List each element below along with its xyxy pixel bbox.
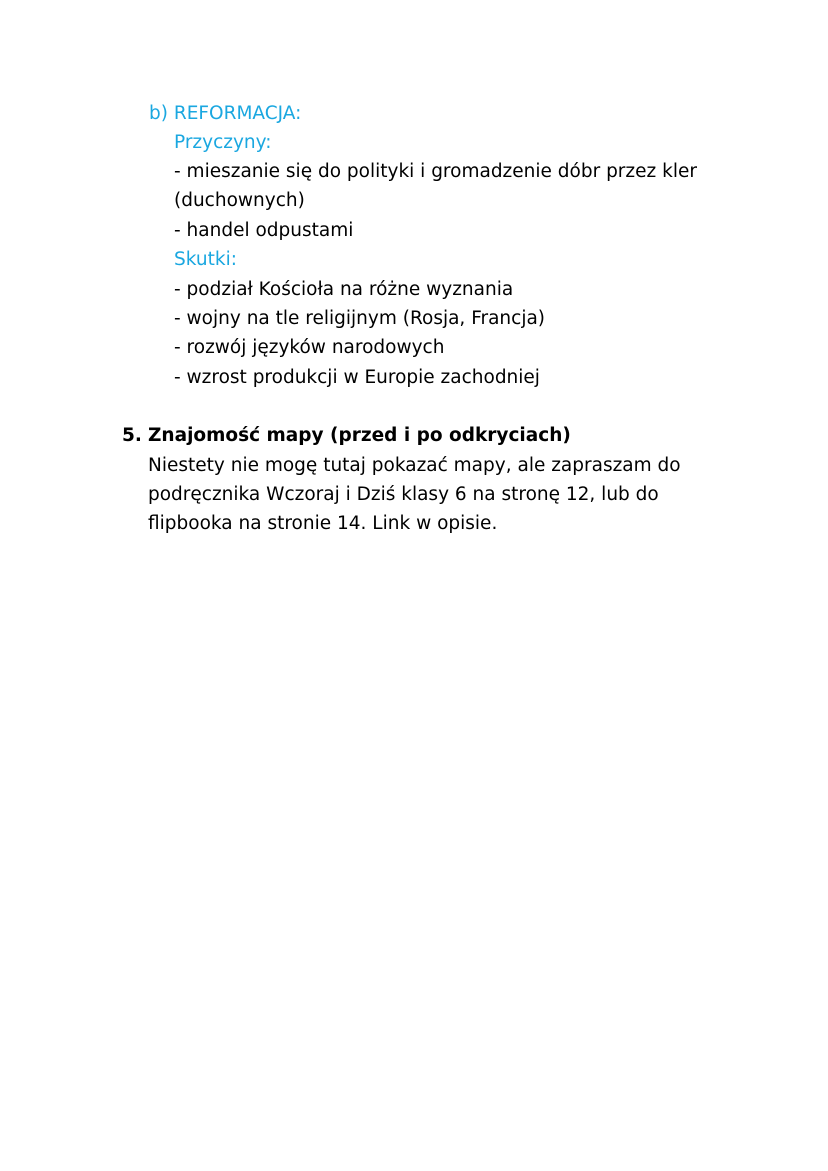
section-5-number: 5. <box>122 425 142 446</box>
section-b-heading: b) REFORMACJA: <box>149 103 302 124</box>
cause-item: - handel odpustami <box>174 220 354 241</box>
effect-item: - wzrost produkcji w Europie zachodniej <box>174 367 540 388</box>
section-5-title: Znajomość mapy (przed i po odkryciach) <box>148 425 571 446</box>
cause-item: - mieszanie się do polityki i gromadzenie dóbr przez kler <box>174 161 697 182</box>
cause-item-continuation: (duchownych) <box>174 190 305 211</box>
effect-item: - wojny na tle religijnym (Rosja, Francja) <box>174 308 546 329</box>
section-5-body-line: flipbooka na stronie 14. Link w opisie. <box>148 513 498 534</box>
section-5-body-line: Niestety nie mogę tutaj pokazać mapy, ale zapraszam do <box>148 455 681 476</box>
effects-label: Skutki: <box>174 249 237 270</box>
effect-item: - rozwój języków narodowych <box>174 337 445 358</box>
section-5-body-line: podręcznika Wczoraj i Dziś klasy 6 na stronę 12, lub do <box>148 484 659 505</box>
effect-item: - podział Kościoła na różne wyznania <box>174 279 514 300</box>
causes-label: Przyczyny: <box>174 132 272 153</box>
